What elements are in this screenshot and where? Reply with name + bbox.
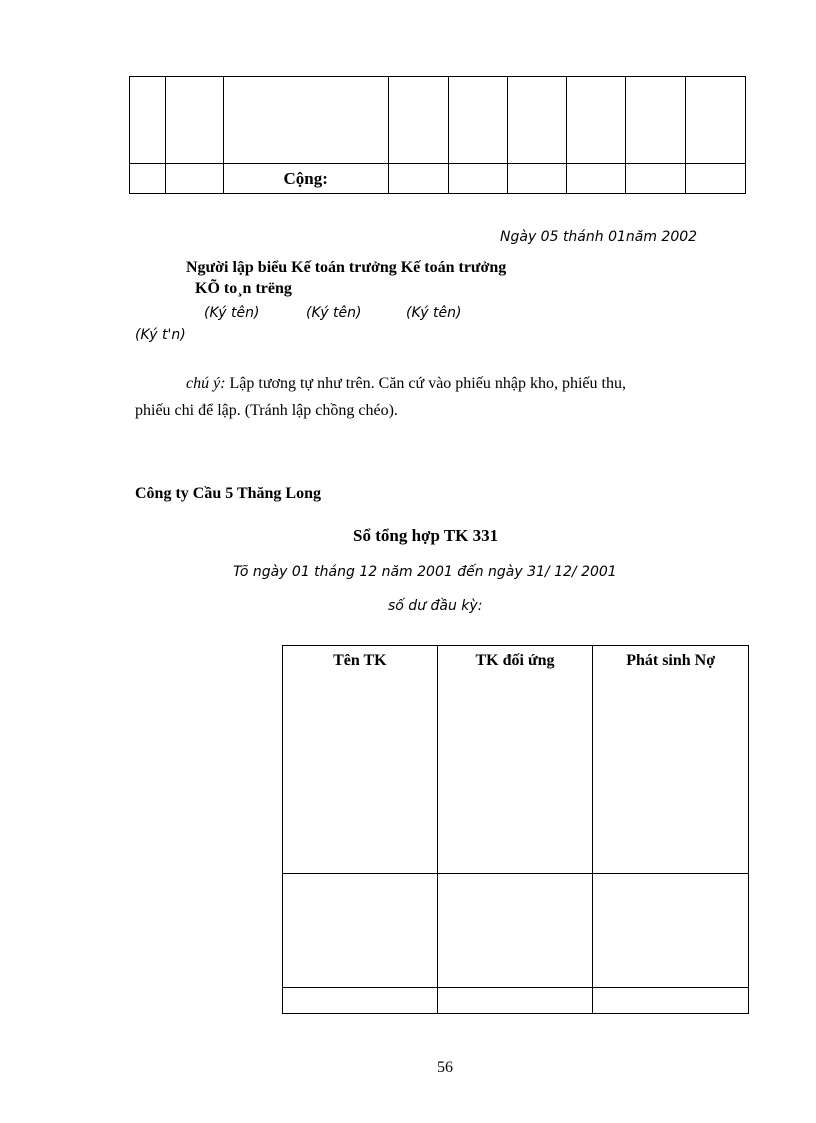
total-row (130, 164, 746, 194)
note-label: chú ý: (186, 375, 226, 392)
date-line: Ngày 05 thánh 01năm 2002 (500, 229, 698, 245)
header-tk-doi-ung: TK đối ứng (437, 646, 593, 874)
table-cell (686, 164, 746, 194)
report-title: Sổ tổng hợp TK 331 (353, 526, 499, 545)
note-text: Lập tương tự như trên. Căn cứ vào phiếu nhập kho, phiếu thu, (225, 375, 626, 392)
table-row (283, 646, 749, 874)
table-cell (626, 77, 686, 164)
table-cell (508, 164, 567, 194)
table-cell (686, 77, 746, 164)
table-cell (593, 874, 749, 988)
signers-line-1: Người lập biểu Kế toán trưởng Kế toán trưởng (186, 259, 507, 276)
table-cell (626, 164, 686, 194)
report-period: Tõ ngày 01 tháng 12 năm 2001 đến ngày 31/ 12/ 2001 (233, 564, 617, 580)
table-cell (593, 988, 749, 1014)
table-row (130, 77, 746, 164)
opening-balance-label: số dư đầu kỳ: (388, 598, 483, 614)
table-cell (283, 988, 438, 1014)
table-cell (130, 77, 166, 164)
table-cell (448, 77, 508, 164)
table-cell (165, 77, 223, 164)
table-cell (567, 77, 626, 164)
table-cell (130, 164, 166, 194)
table-cell (448, 164, 508, 194)
table-cell (165, 164, 223, 194)
table-cell (283, 874, 438, 988)
table-row (283, 874, 749, 988)
total-label: Cộng: (223, 164, 388, 194)
table-cell (437, 874, 593, 988)
table-cell (223, 77, 388, 164)
table-cell (437, 988, 593, 1014)
company-name: Công ty Cầu 5 Thăng Long (135, 485, 321, 502)
page-number: 56 (437, 1059, 453, 1076)
sign-label-2: (Ký tên) (306, 305, 362, 321)
table-cell (388, 164, 448, 194)
summary-table (282, 645, 749, 1014)
note-line-2: phiếu chi để lập. (Tránh lập chồng chéo). (135, 402, 398, 419)
header-ten-tk: Tên TK (283, 646, 438, 874)
table-cell (388, 77, 448, 164)
table-row (283, 988, 749, 1014)
sign-label-4: (Ký t'n) (135, 327, 186, 343)
table-cell (508, 77, 567, 164)
signers-line-2: KÕ to¸n trëng (195, 280, 292, 297)
header-phat-sinh-no: Phát sinh Nợ (593, 646, 749, 874)
ledger-table-continuation (129, 76, 746, 194)
sign-label-3: (Ký tên) (406, 305, 462, 321)
sign-label-1: (Ký tên) (204, 305, 260, 321)
table-cell (567, 164, 626, 194)
note-line-1 (186, 375, 626, 393)
